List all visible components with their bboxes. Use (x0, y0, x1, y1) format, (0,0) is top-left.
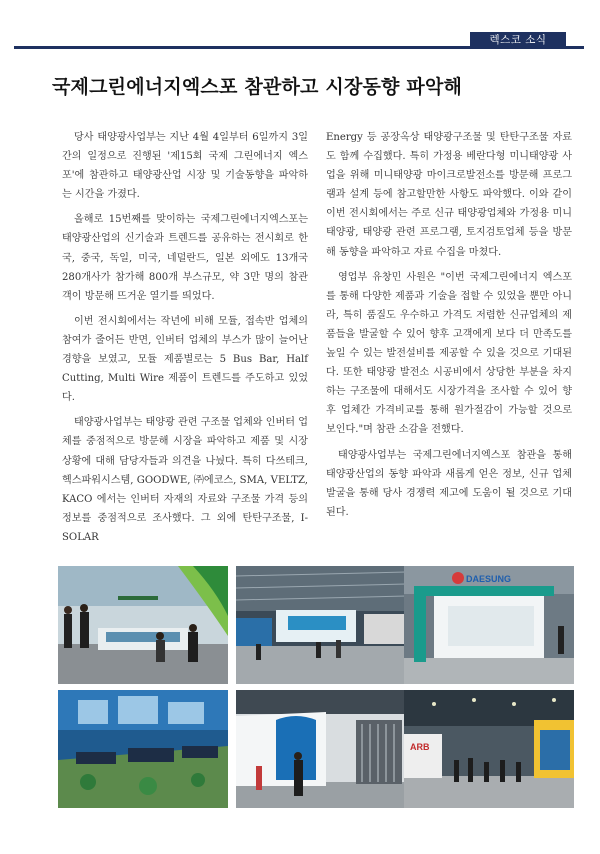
booth-sign: ARB (410, 742, 430, 752)
expo-booth-photo-5 (236, 690, 406, 808)
paragraph: 당사 태양광사업부는 지난 4월 4일부터 6일까지 3일간의 일정으로 진행된 '제15회 국제 그린에너지 엑스포'에 참관하고 태양광산업 시장 및 기술동향을 파악하는 시간을 가졌다. (62, 132, 308, 201)
expo-hall-photo-6 (404, 690, 574, 808)
paragraph: 태양광사업부는 태양광 관련 구조물 업체와 인버터 업체를 중점적으로 방문해 시장을 파악하고 제품 및 시장상황에 대해 담당자들과 의견을 나눴다. 특히 다쓰테크, 헥스파워시스템, GOODWE, ㈜에코스, SMA, VELTZ, KACO 에서는 인버터 자재의 자료와 구조물 가격 등의 정보를 중점적으로 조사했다. 그 외에 탄탄구조물, I-SOLAR (62, 417, 308, 543)
paragraph: 이번 전시회에서는 작년에 비해 모듈, 접속반 업체의 참여가 줄어든 반면, 인버터 업체의 부스가 많이 늘어난 경향을 보였고, 모듈 제품별로는 5 Bus Bar, Half Cutting, Multi Wire 제품이 트렌드를 주도하고 있었다. (62, 315, 308, 404)
article-title: 국제그린에너지엑스포 참관하고 시장동향 파악해 (52, 76, 463, 98)
expo-hall-photo-2 (236, 566, 406, 684)
paragraph: 태양광사업부는 국제그린에너지엑스포 참관을 통해 태양광산업의 동향 파악과 새롭게 얻은 정보, 신규 업체 발굴을 통해 당사 경쟁력 제고에 도움이 될 것으로 기대된다. (326, 449, 572, 518)
expo-booth-photo-3 (404, 566, 574, 684)
paragraph: Energy 등 공장옥상 태양광구조물 및 탄탄구조물 자료도 함께 수집했다. 특히 가정용 베란다형 미니태양광 사업을 위해 미니태양광 마이크로발전소를 방문해 프로그램과 설계 등에 참고할만한 사항도 파악했다. 이와 같이 이번 전시회에서는 주로 신규 태양광업체와 가정용 미니태양광, 태양광 관련 프로그램, 토지검토업체 등을 방문해 동향을 파악하고 자료 수집을 마쳤다. (326, 132, 572, 258)
booth-sign: DAESUNG (466, 574, 512, 584)
paragraph: 올해로 15번째를 맞이하는 국제그린에너지엑스포는 태양광산업의 신기술과 트렌드를 공유하는 전시회로 한국, 중국, 독일, 미국, 네덜란드, 일본 외에도 13개국 280개사가 참가해 800개 부스규모, 약 3만 명의 참관객이 방문해 뜨거운 열기를 띄었다. (62, 214, 308, 302)
expo-model-photo-4 (58, 690, 228, 808)
expo-booth-photo-1 (58, 566, 228, 684)
article-column-right (326, 128, 572, 528)
paragraph: 영업부 유창민 사원은 "이번 국제그린에너지 엑스포를 통해 다양한 제품과 기술을 접할 수 있었을 뿐만 아니라, 특히 품질도 우수하고 가격도 저렴한 신규업체의 제품들을 발굴할 수 있어 향후 고객에게 보다 더 만족도를 높일 수 있는 발전설비를 제공할 수 있을 것으로 기대된다. 또한 태양광 발전소 시공비에서 상당한 부분을 차지하는 구조물에 대해서도 시장가격을 조사할 수 있어 향후 업체간 가격비교를 통해 원가절감이 가능할 것으로 보인다."며 참관 소감을 전했다. (326, 271, 572, 436)
section-tab: 렉스코 소식 (470, 32, 566, 48)
article-column-left (62, 128, 308, 553)
